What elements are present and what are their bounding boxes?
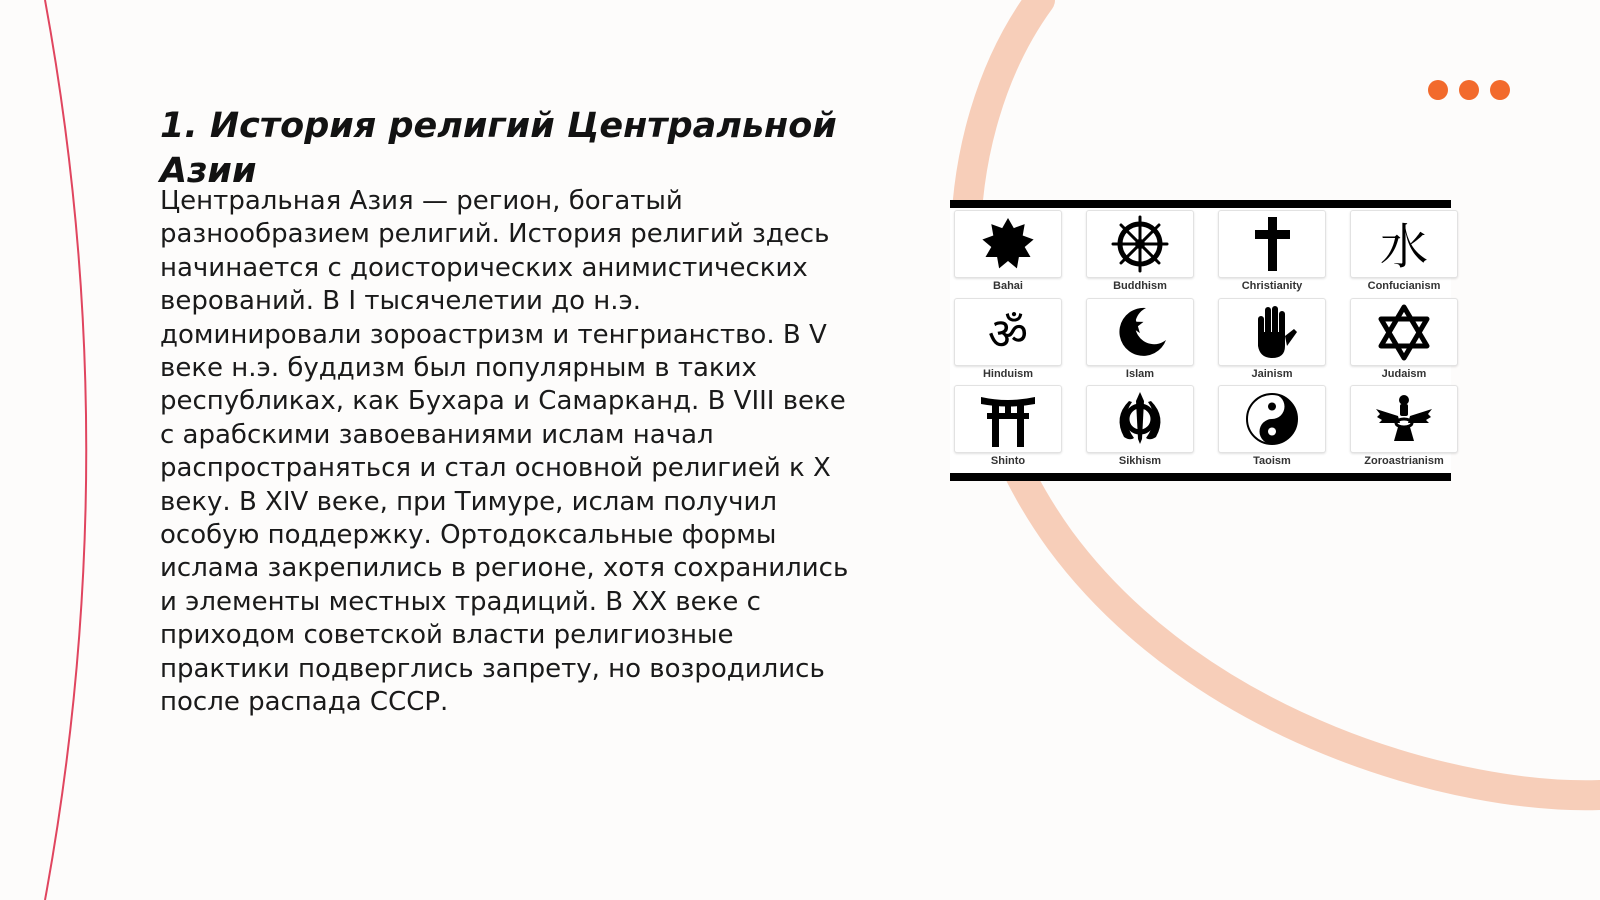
symbol-label: Hinduism (982, 367, 1034, 380)
khanda-icon (1110, 389, 1170, 449)
symbol-label: Shinto (990, 455, 1026, 468)
symbol-cell (1086, 385, 1194, 473)
om-icon (978, 302, 1038, 362)
svg-text:水: 水 (1379, 219, 1429, 274)
nine-pointed-star-icon (978, 214, 1038, 274)
symbol-cell (1086, 210, 1194, 298)
symbol-label: Islam (1125, 367, 1155, 380)
crescent-star-icon (1110, 302, 1170, 362)
decorative-line (45, 0, 86, 900)
symbol-label: Judaism (1381, 367, 1427, 380)
symbol-cell (1350, 298, 1458, 386)
slide-body-text: Центральная Азия — регион, богатый разнообразием религий. История религий здесь начинается с доисторических анимистических верований. В I тысячелетии до н.э. доминировали зороастризм и тенгрианство. В V веке н.э. буддизм был популярным в таких республиках, как Бухара и Самарканд. В VIII веке с арабскими завоеваниями ислам начал распространяться и стал основной религией к X веку. В XIV веке, при Тимуре, ислам получил особую поддержку. Ортодоксальные формы ислама закрепились в регионе, хотя сохранились и элементы местных традиций. В XX веке с приходом советской власти религиозные практики подверглись запрету, но возродились после распада СССР. (160, 186, 849, 718)
symbol-cell (1218, 210, 1326, 298)
dot (1428, 80, 1448, 100)
menu-dots (1428, 80, 1510, 100)
symbol-cell (954, 385, 1062, 473)
svg-text:ॐ: ॐ (987, 308, 1029, 360)
cross-icon (1242, 214, 1302, 274)
symbol-label: Confucianism (1367, 280, 1441, 292)
symbol-label: Zoroastrianism (1364, 455, 1444, 468)
water-character-icon (1374, 214, 1434, 274)
symbol-cell (1350, 385, 1458, 473)
slide-title: 1. История религий Центральной Азии (160, 106, 837, 191)
symbol-cell (1350, 210, 1458, 298)
symbol-cell (1218, 385, 1326, 473)
dharma-wheel-icon (1110, 214, 1170, 274)
yin-yang-icon (1242, 389, 1302, 449)
symbol-cell (954, 298, 1062, 386)
symbol-label: Jainism (1251, 367, 1293, 380)
faravahar-icon (1374, 389, 1434, 449)
hand-icon (1242, 302, 1302, 362)
dot (1490, 80, 1510, 100)
symbol-label: Buddhism (1113, 280, 1167, 292)
symbol-cell (954, 210, 1062, 298)
symbol-label: Sikhism (1118, 455, 1162, 468)
symbol-label: Taoism (1253, 455, 1291, 468)
symbol-cell (1218, 298, 1326, 386)
torii-icon (978, 389, 1038, 449)
dot (1459, 80, 1479, 100)
symbol-label: Christianity (1241, 280, 1303, 292)
symbol-cell (1086, 298, 1194, 386)
symbol-label: Bahai (993, 280, 1023, 292)
star-of-david-icon (1374, 302, 1434, 362)
religion-symbols-image (950, 200, 1451, 481)
